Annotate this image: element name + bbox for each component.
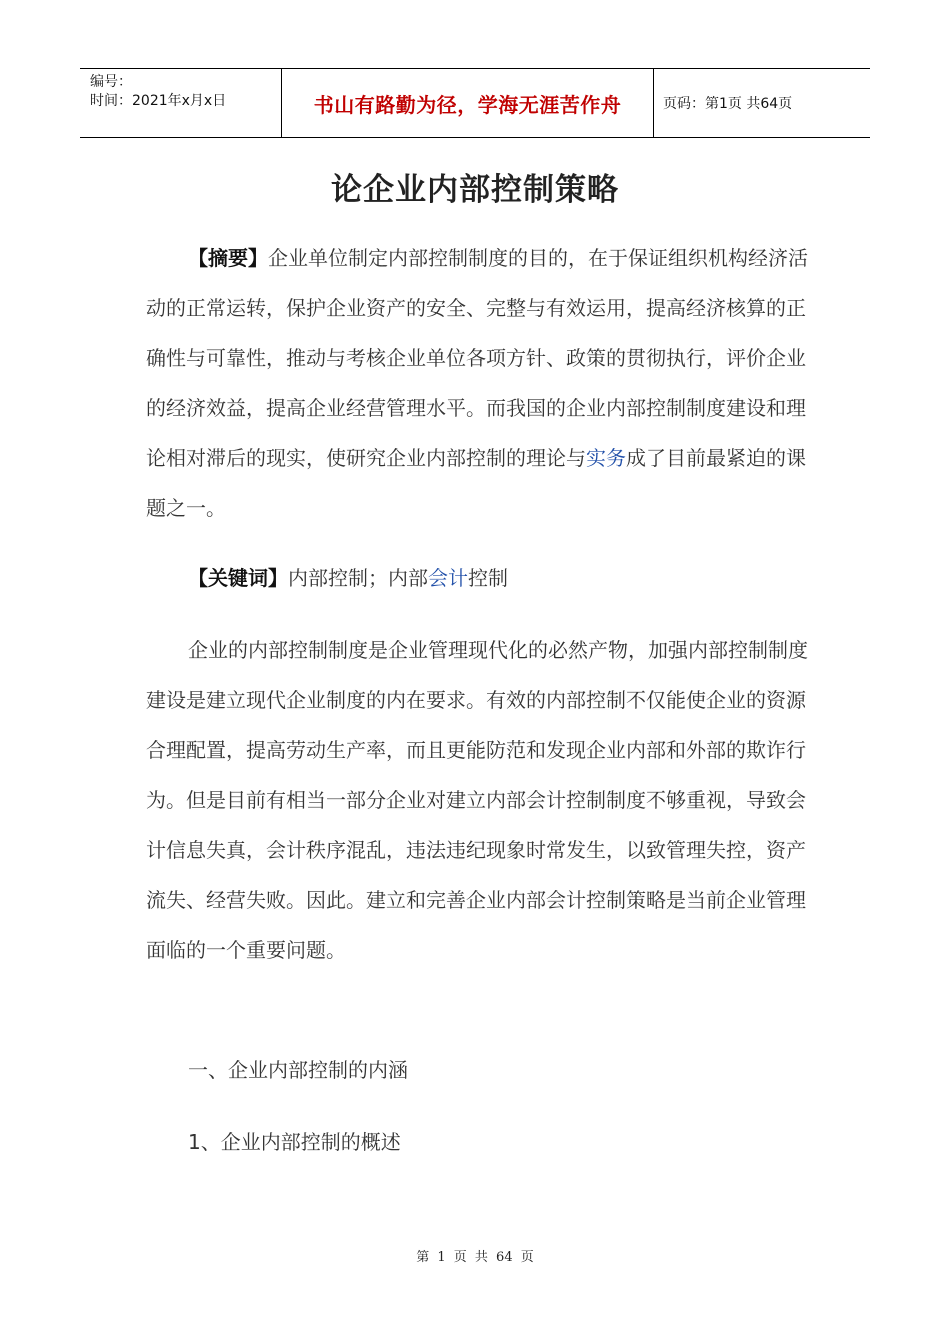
page-code-text: 页码：第1页 共64页 <box>663 96 793 112</box>
subsection-heading: 1、企业内部控制的概述 <box>188 1130 401 1154</box>
abstract-link-shiwu[interactable]: 实务 <box>586 446 626 470</box>
header-page-code <box>654 69 870 137</box>
keywords-paragraph <box>146 553 811 603</box>
page-title: 论企业内部控制策略 <box>331 172 619 208</box>
header-motto: 书山有路勤为径，学海无涯苦作舟 <box>313 92 622 117</box>
keywords-text-b: 控制 <box>468 566 508 590</box>
abstract-text-a: 企业单位制定内部控制制度的目的，在于保证组织机构经济活动的正常运转，保护企业资产的安全、完整与有效运用，提高经济核算的正确性与可靠性，推动与考核企业单位各项方针、政策的贯彻执行，评价企业的经济效益，提高企业经营管理水平。而我国的企业内部控制制度建设和理论相对滞后的现实，使研究企业内部控制的理论与 <box>146 246 808 470</box>
document-header <box>80 68 870 138</box>
header-motto-cell <box>281 69 654 137</box>
abstract-text-b: 成了目前最紧迫的课题之一。 <box>146 446 806 520</box>
number-label: 编号： <box>90 74 132 90</box>
keywords-text-a: 内部控制；内部 <box>288 566 428 590</box>
abstract-tag: 【摘要】 <box>188 246 268 270</box>
keywords-link-kuaiji[interactable]: 会计 <box>428 566 468 590</box>
body-paragraph: 企业的内部控制制度是企业管理现代化的必然产物，加强内部控制制度建设是建立现代企业制度的内在要求。有效的内部控制不仅能使企业的资源合理配置，提高劳动生产率，而且更能防范和发现企业内部和外部的欺诈行为。但是目前有相当一部分企业对建立内部会计控制制度不够重视，导致会计信息失真，会计秩序混乱，违法违纪现象时常发生，以致管理失控，资产流失、经营失败。因此。建立和完善企业内部会计控制策略是当前企业管理面临的一个重要问题。 <box>146 638 808 962</box>
page-footer: 第 1 页 共 64 页 <box>416 1250 534 1265</box>
header-meta <box>80 69 281 137</box>
section-heading: 一、企业内部控制的内涵 <box>188 1058 408 1082</box>
abstract-paragraph <box>146 233 811 533</box>
time-label: 时间：2021年x月x日 <box>90 93 227 109</box>
keywords-tag: 【关键词】 <box>188 566 288 590</box>
